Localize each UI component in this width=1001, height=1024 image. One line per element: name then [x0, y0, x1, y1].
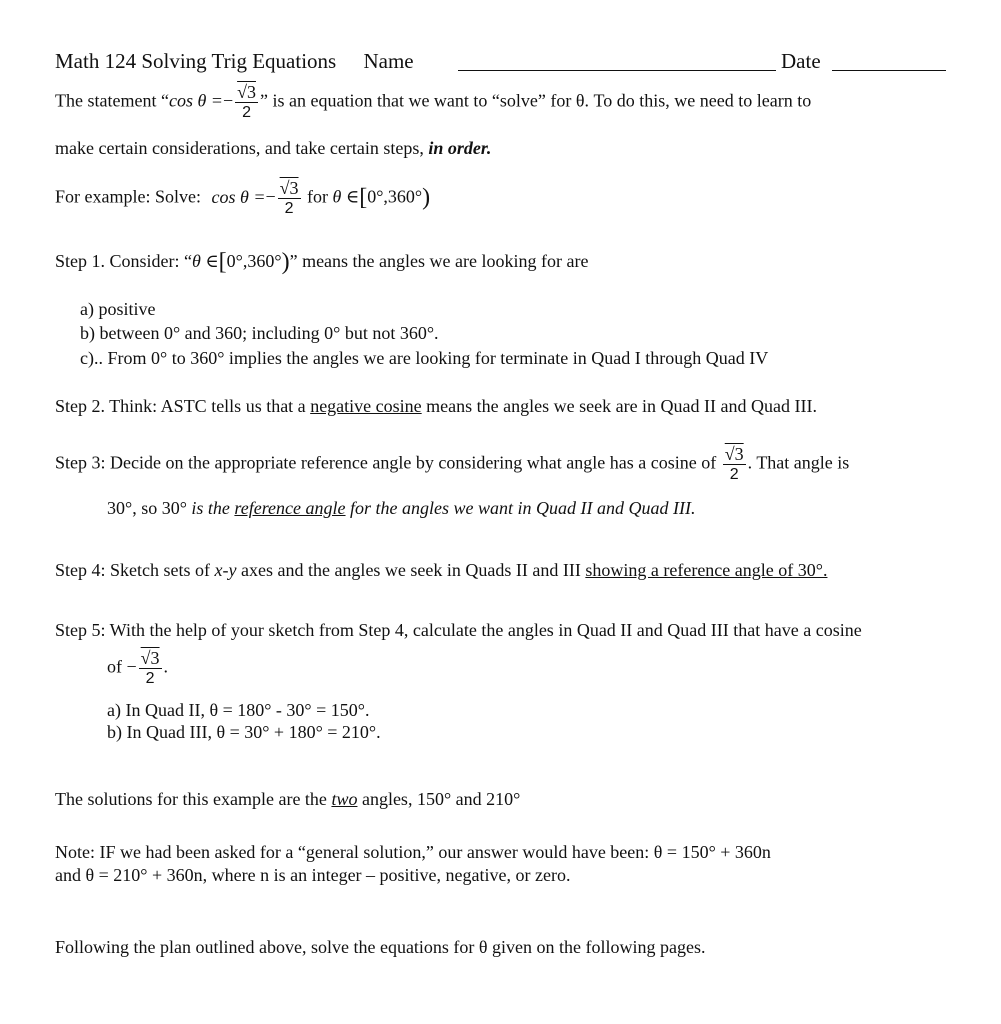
intro-text: The statement “ [55, 90, 169, 111]
solutions-text: angles, 150° and 210° [357, 789, 521, 809]
step5-item-b: b) In Quad III, θ = 30° + 180° = 210°. [107, 722, 381, 742]
step2-text: means the angles we seek are in Quad II and Quad III. [421, 396, 817, 416]
theta-in-expr: θ ∈ [192, 251, 219, 271]
of-word: of [107, 656, 122, 677]
name-blank[interactable] [458, 52, 776, 71]
intro-text: make certain considerations, and take certain steps, [55, 138, 429, 158]
fraction-numerator: √3 [237, 82, 256, 102]
step1-item-b: b) between 0° and 360; including 0° but not 360°. [80, 323, 439, 343]
step4-line [55, 559, 827, 581]
minus-sign: − [126, 656, 137, 677]
note-line-1: Note: IF we had been asked for a “general solution,” our answer would have been: θ = 150° + 360n [55, 842, 771, 862]
example-line [55, 178, 430, 219]
fraction-numerator: √3 [724, 444, 744, 464]
fraction-sqrt3-over-2 [723, 444, 746, 485]
step5-item-a: a) In Quad II, θ = 180° - 30° = 150°. [107, 700, 370, 720]
interval-close: ) [422, 184, 431, 211]
intro-line-2 [55, 137, 491, 159]
step5-line-1: Step 5: With the help of your sketch from Step 4, calculate the angles in Quad II and Quad III that have a cosine [55, 620, 862, 640]
fraction-denominator: 2 [729, 466, 739, 483]
page-title: Math 124 Solving Trig Equations [55, 49, 337, 73]
page-header [55, 49, 414, 73]
step1-item-c: c).. From 0° to 360° implies the angles we are looking for terminate in Quad I through Quad IV [80, 348, 769, 368]
interval-open: [ [218, 249, 227, 275]
step3-underlined: reference angle [234, 498, 346, 518]
step2-text: Step 2. Think: ASTC tells us that a [55, 396, 311, 416]
cos-theta-expr: cos θ = [168, 90, 223, 111]
date-label: Date [781, 49, 821, 73]
name-label: Name [363, 49, 414, 73]
emphasis-in-order: in order. [428, 138, 492, 158]
step3-line-2 [107, 497, 696, 519]
intro-text: ” is an equation that we want to “solve” for θ. To do this, we need to learn to [259, 90, 812, 111]
intro-line-1 [55, 82, 811, 123]
period: . [163, 656, 169, 677]
example-lead: For example: Solve: [55, 186, 201, 207]
step1-tail: ” means the angles we are looking for are [289, 251, 589, 271]
fraction-numerator: √3 [140, 648, 160, 668]
step4-text: Step 4: Sketch sets of [55, 560, 215, 580]
step4-text: axes and the angles we seek in Quads II and III [236, 560, 586, 580]
step1-lead: Step 1. Consider: “ [55, 251, 192, 271]
interval-body: 0°,360° [226, 251, 282, 271]
interval-close: ) [281, 249, 290, 275]
solutions-emphasis: two [331, 789, 358, 809]
step2-line [55, 395, 817, 417]
step5-line-2 [107, 648, 168, 689]
minus-sign: − [222, 90, 234, 111]
interval-open: [ [359, 184, 368, 211]
fraction-sqrt3-over-2 [278, 178, 301, 219]
step3-italic: is the [191, 498, 235, 518]
theta-in-expr: θ ∈ [332, 186, 360, 207]
fraction-sqrt3-over-2 [235, 82, 258, 123]
solutions-line [55, 788, 520, 810]
fraction-sqrt3-over-2 [139, 648, 162, 689]
cos-theta-expr: cos θ = [211, 186, 266, 207]
step3-text: Step 3: Decide on the appropriate reference angle by considering what angle has a cosine of [55, 452, 717, 473]
step3-text: 30°, so 30° [107, 498, 192, 518]
step1-line [55, 250, 588, 273]
step3-line-1 [55, 444, 849, 485]
for-word: for [307, 186, 329, 207]
step1-item-a: a) positive [80, 299, 156, 319]
date-blank[interactable] [832, 52, 946, 71]
closing-line: Following the plan outlined above, solve the equations for θ given on the following pages. [55, 937, 706, 957]
step4-underlined: showing a reference angle of 30°. [585, 560, 828, 580]
step3-text: . That angle is [747, 452, 850, 473]
solutions-text: The solutions for this example are the [55, 789, 332, 809]
minus-sign: − [265, 186, 276, 207]
note-line-2: and θ = 210° + 360n, where n is an integer – positive, negative, or zero. [55, 865, 571, 885]
fraction-denominator: 2 [284, 200, 294, 217]
interval-body: 0°,360° [367, 186, 423, 207]
step2-underlined: negative cosine [310, 396, 422, 416]
step4-italic: x-y [214, 560, 237, 580]
step3-italic: for the angles we want in Quad II and Quad III. [345, 498, 696, 518]
fraction-denominator: 2 [242, 104, 251, 121]
fraction-denominator: 2 [145, 670, 155, 687]
fraction-numerator: √3 [279, 178, 299, 198]
